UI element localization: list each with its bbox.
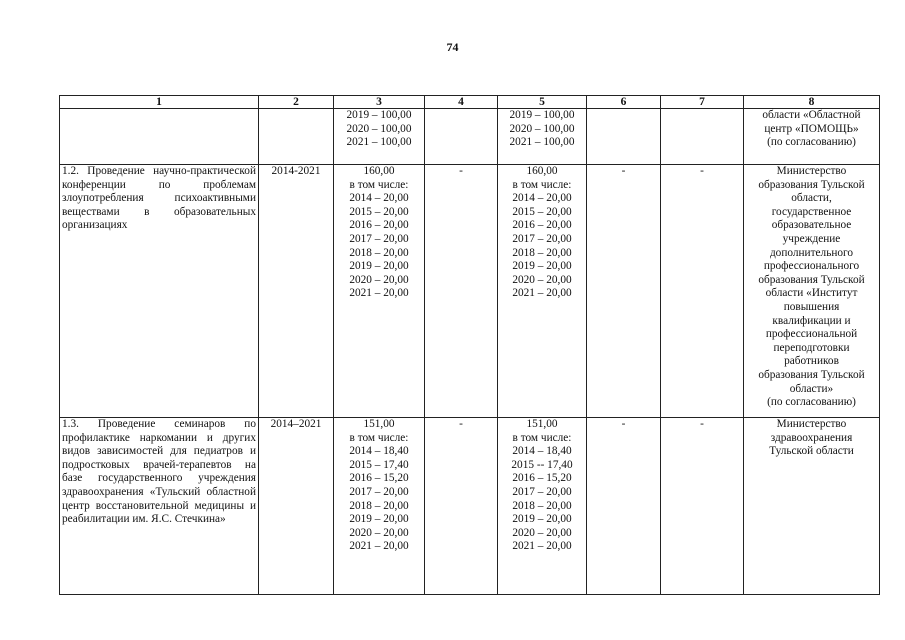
executor-line: области «Областной xyxy=(762,109,861,121)
funding-line: 2014 – 20,00 xyxy=(512,192,572,205)
header-col-8: 8 xyxy=(744,96,880,109)
executor-line: (по согласованию) xyxy=(767,136,856,149)
funding-line: 2019 – 100,00 xyxy=(509,109,575,121)
program-measures-table xyxy=(59,95,880,595)
funding-budget-cell xyxy=(498,418,587,595)
executor-line: профессиональной xyxy=(765,328,858,341)
header-col-7: 7 xyxy=(661,96,744,109)
funding-line: 2020 – 20,00 xyxy=(512,273,572,286)
col4-cell xyxy=(425,109,498,165)
funding-line: 2021 – 20,00 xyxy=(512,287,572,300)
funding-budget-cell xyxy=(498,165,587,418)
header-col-4: 4 xyxy=(425,96,498,109)
funding-line: 151,00 xyxy=(363,418,395,430)
funding-line: 2019 – 100,00 xyxy=(346,109,412,121)
funding-line: 2020 – 20,00 xyxy=(512,526,572,539)
measure-cell xyxy=(60,109,259,165)
funding-line: 2015 – 20,00 xyxy=(512,205,572,218)
measure-cell: 1.3. Проведение семинаров по профилактике наркомании и других видов зависимостей для педиатров и подростковых врачей-терапевтов на базе государственного учреждения здравоохранения «Тульский областной центр восстановительной медицины и реабилитации им. Я.С. Стечкина» xyxy=(60,418,259,595)
executor-line: образовательное xyxy=(771,219,852,232)
funding-line: 2019 – 20,00 xyxy=(349,260,409,273)
funding-line: 2017 – 20,00 xyxy=(512,232,572,245)
executor-line: государственное xyxy=(771,205,852,218)
col6-cell: - xyxy=(587,418,661,595)
funding-line: 2019 – 20,00 xyxy=(349,513,409,526)
table-row xyxy=(60,418,880,595)
funding-line: 2020 – 20,00 xyxy=(349,526,409,539)
funding-line: в том числе: xyxy=(349,431,409,444)
funding-line: 2019 – 20,00 xyxy=(512,260,572,273)
years-cell: 2014-2021 xyxy=(259,165,334,418)
executor-line: профессионального xyxy=(763,260,860,273)
funding-line: 2020 – 100,00 xyxy=(509,122,575,135)
funding-total-cell xyxy=(334,418,425,595)
executor-line: образования Тульской xyxy=(758,273,865,286)
funding-line: 2018 – 20,00 xyxy=(349,499,409,512)
funding-line: 160,00 xyxy=(526,165,558,177)
funding-line: 2017 – 20,00 xyxy=(349,232,409,245)
executor-line: учреждение xyxy=(782,232,841,245)
header-col-2: 2 xyxy=(259,96,334,109)
funding-line: 2015 – 17,40 xyxy=(349,458,409,471)
executor-line: (по согласованию) xyxy=(767,396,856,409)
years-cell xyxy=(259,109,334,165)
funding-line: 2016 – 20,00 xyxy=(512,219,572,232)
funding-line: 2016 – 15,20 xyxy=(349,472,409,485)
executor-line: образования Тульской xyxy=(758,368,865,381)
funding-line: 160,00 xyxy=(363,165,395,177)
executor-line: области «Институт xyxy=(765,287,858,300)
measure-cell: 1.2. Проведение научно-практической конференции по проблемам злоупотребления психоактивными веществами в образовательных организациях xyxy=(60,165,259,418)
executor-line: Министерство xyxy=(776,165,847,177)
funding-line: 2014 – 18,40 xyxy=(512,445,572,458)
header-col-3: 3 xyxy=(334,96,425,109)
executor-cell xyxy=(744,109,880,165)
col6-cell: - xyxy=(587,165,661,418)
executor-cell xyxy=(744,165,880,418)
funding-line: 2021 – 100,00 xyxy=(509,136,575,149)
funding-line: 2016 – 15,20 xyxy=(512,472,572,485)
header-col-5: 5 xyxy=(498,96,587,109)
table-row xyxy=(60,165,880,418)
executor-line: центр «ПОМОЩЬ» xyxy=(764,122,859,135)
col7-cell: - xyxy=(661,418,744,595)
funding-line: 2014 – 18,40 xyxy=(349,445,409,458)
funding-line: в том числе: xyxy=(349,178,409,191)
executor-cell xyxy=(744,418,880,595)
funding-line: 2018 – 20,00 xyxy=(349,246,409,259)
header-row xyxy=(60,96,880,109)
col7-cell xyxy=(661,109,744,165)
funding-line: 2019 – 20,00 xyxy=(512,513,572,526)
funding-line: 151,00 xyxy=(526,418,558,430)
executor-line: повышения xyxy=(783,300,840,313)
funding-line: 2021 – 20,00 xyxy=(349,287,409,300)
col6-cell xyxy=(587,109,661,165)
funding-line: 2016 – 20,00 xyxy=(349,219,409,232)
funding-line: 2020 – 20,00 xyxy=(349,273,409,286)
funding-line: 2021 – 20,00 xyxy=(349,540,409,553)
funding-line: 2015 -- 17,40 xyxy=(511,458,573,471)
funding-line: 2014 – 20,00 xyxy=(349,192,409,205)
executor-line: дополнительного xyxy=(769,246,854,259)
executor-line: квалификации и xyxy=(772,314,851,327)
years-cell: 2014–2021 xyxy=(259,418,334,595)
table-row xyxy=(60,109,880,165)
executor-line: области» xyxy=(789,382,834,395)
executor-line: здравоохранения xyxy=(770,431,853,444)
col4-cell: - xyxy=(425,165,498,418)
funding-line: в том числе: xyxy=(512,431,572,444)
funding-total-cell xyxy=(334,109,425,165)
funding-line: 2021 – 20,00 xyxy=(512,540,572,553)
header-col-6: 6 xyxy=(587,96,661,109)
funding-line: 2018 – 20,00 xyxy=(512,499,572,512)
executor-line: области, xyxy=(791,192,832,205)
page-number: 74 xyxy=(446,40,459,54)
funding-total-cell xyxy=(334,165,425,418)
executor-line: Тульской области xyxy=(769,445,854,458)
col4-cell: - xyxy=(425,418,498,595)
funding-line: 2021 – 100,00 xyxy=(346,136,412,149)
funding-line: 2018 – 20,00 xyxy=(512,246,572,259)
funding-line: 2015 – 20,00 xyxy=(349,205,409,218)
funding-budget-cell xyxy=(498,109,587,165)
funding-line: в том числе: xyxy=(512,178,572,191)
funding-line: 2017 – 20,00 xyxy=(349,485,409,498)
col7-cell: - xyxy=(661,165,744,418)
funding-line: 2017 – 20,00 xyxy=(512,485,572,498)
executor-line: переподготовки xyxy=(773,341,850,354)
executor-line: Министерство xyxy=(776,418,847,430)
executor-line: работников xyxy=(784,355,839,368)
header-col-1: 1 xyxy=(60,96,259,109)
funding-line: 2020 – 100,00 xyxy=(346,122,412,135)
executor-line: образования Тульской xyxy=(758,178,865,191)
